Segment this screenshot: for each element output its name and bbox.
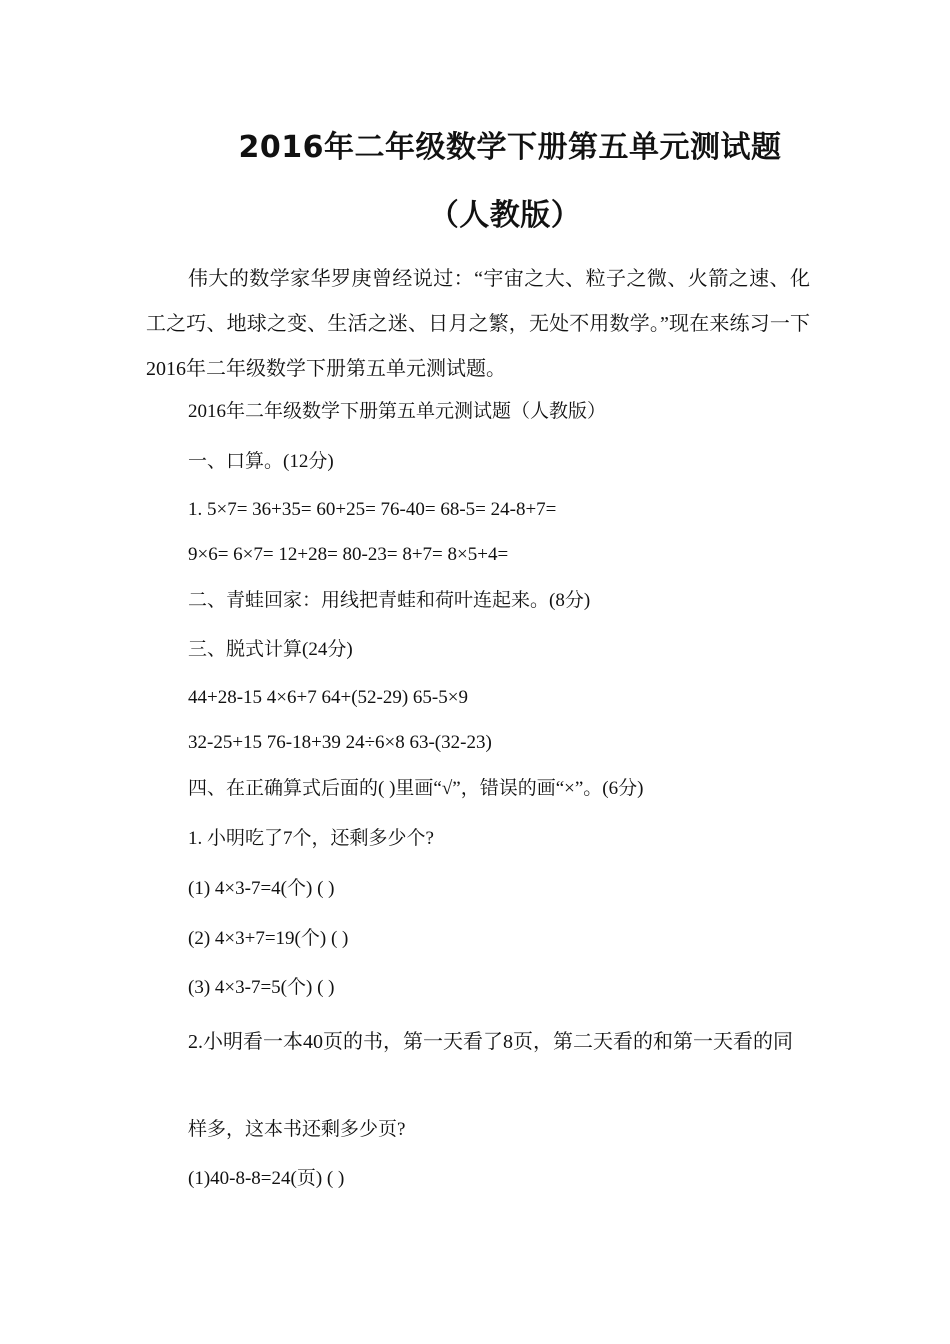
document-title: 2016年二年级数学下册第五单元测试题 [238,130,782,165]
section4-heading: 四、在正确算式后面的( )里画“√”，错误的画“×”。(6分) [188,778,644,799]
section3-row1: 44+28-15 4×6+7 64+(52-29) 65-5×9 [188,687,468,708]
section2-heading: 二、青蛙回家：用线把青蛙和荷叶连起来。(8分) [188,590,591,611]
section1-heading: 一、口算。(12分) [188,451,334,472]
subtitle: 2016年二年级数学下册第五单元测试题（人教版） [188,401,607,422]
intro-paragraph: 伟大的数学家华罗庚曾经说过：“宇宙之大、粒子之微、火箭之速、化工之巧、地球之变、生活之迷、日月之繁，无处不用数学。”现在来练习一下2016年二年级数学下册第五单元测试题。 [146,268,810,380]
section4-q1-option3: (3) 4×3-7=5(个) ( ) [188,977,335,998]
section4-question2: 2.小明看一本40页的书，第一天看了8页，第二天看的和第一天看的同 [188,1031,793,1053]
section4-question1: 1. 小明吃了7个，还剩多少个? [188,828,434,849]
section3-row2: 32-25+15 76-18+39 24÷6×8 63-(32-23) [188,732,492,753]
section4-q1-option1: (1) 4×3-7=4(个) ( ) [188,878,335,899]
document-title-edition: （人教版） [428,198,582,233]
section4-question2-continued: 样多，这本书还剩多少页? [188,1119,406,1140]
section1-row2: 9×6= 6×7= 12+28= 80-23= 8+7= 8×5+4= [188,544,509,565]
section4-q2-option1: (1)40-8-8=24(页) ( ) [188,1168,345,1189]
section3-heading: 三、脱式计算(24分) [188,639,353,660]
section4-q1-option2: (2) 4×3+7=19(个) ( ) [188,928,349,949]
section1-row1: 1. 5×7= 36+35= 60+25= 76-40= 68-5= 24-8+7= [188,499,557,520]
